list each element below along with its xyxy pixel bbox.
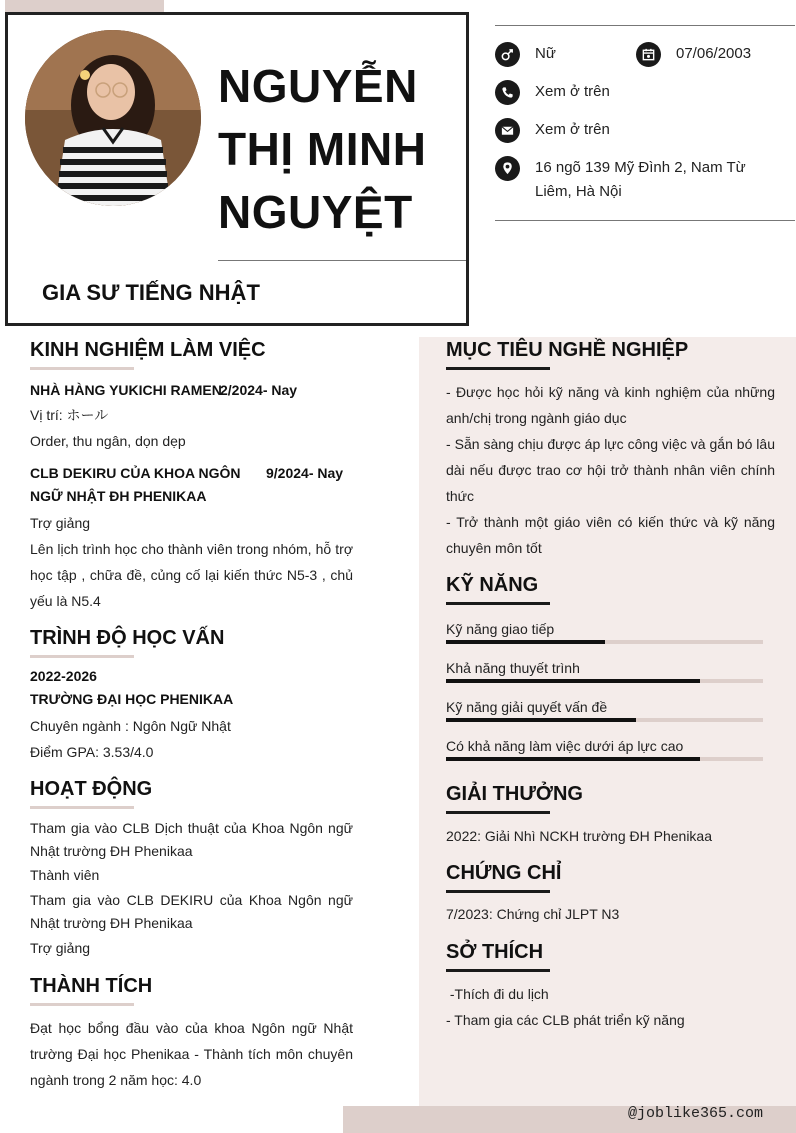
skill-bar-fill: [446, 640, 605, 644]
hobby-item-1: -Thích đi du lịch: [446, 986, 549, 1002]
achievements-text: Đạt học bổng đầu vào của khoa Ngôn ngữ Nhật trường Đại học Phenikaa - Thành tích môn chuyên ngành trong 2 năm học: 4.0: [30, 1020, 353, 1088]
gender-icon: [495, 42, 520, 67]
activities-title: HOẠT ĐỘNG: [30, 778, 153, 800]
objective-underline: [446, 367, 550, 370]
education-school: TRƯỜNG ĐẠI HỌC PHENIKAA: [30, 691, 234, 707]
education-period: 2022-2026: [30, 668, 97, 684]
awards-text: 2022: Giải Nhì NCKH trường ĐH Phenikaa: [446, 828, 712, 844]
job-title: GIA SƯ TIẾNG NHẬT: [42, 280, 260, 305]
name-line-3: NGUYỆT: [218, 186, 413, 238]
skills-title: KỸ NĂNG: [446, 574, 539, 596]
skill-label: Kỹ năng giao tiếp: [446, 621, 555, 637]
hobbies-title: SỞ THÍCH: [446, 941, 544, 963]
job-1-company: NHÀ HÀNG YUKICHI RAMEN: [30, 382, 222, 398]
location-pin-icon: [495, 156, 520, 181]
info-birthdate: [636, 42, 751, 67]
activity-2-text: Tham gia vào CLB DEKIRU của Khoa Ngôn ngữ Nhật trường ĐH Phenikaa: [30, 892, 353, 931]
skill-bar-fill: [446, 718, 636, 722]
achievements-underline: [30, 1003, 134, 1006]
phone-value: Xem ở trên: [535, 83, 610, 100]
skill-label: Kỹ năng giải quyết vấn đề: [446, 699, 608, 715]
hobby-item-2: - Tham gia các CLB phát triển kỹ năng: [446, 1012, 685, 1028]
name-line-1: NGUYỄN: [218, 60, 418, 112]
info-address: [495, 156, 765, 204]
achievements-title: THÀNH TÍCH: [30, 975, 153, 997]
info-gender: [495, 42, 556, 67]
info-divider-top: [495, 25, 795, 26]
name-line-2: THỊ MINH: [218, 123, 427, 175]
calendar-icon: [636, 42, 661, 67]
objective-item-1: - Được học hỏi kỹ năng và kinh nghiệm của những anh/chị trong ngành giáo dục: [446, 384, 775, 426]
awards-underline: [446, 811, 550, 814]
mail-icon: [495, 118, 520, 143]
avatar-photo: [25, 30, 201, 206]
info-divider-bottom: [495, 220, 795, 221]
skill-bar-track: [446, 757, 763, 761]
info-phone: [495, 80, 610, 105]
education-gpa: Điểm GPA: 3.53/4.0: [30, 744, 154, 760]
activity-2-role: Trợ giảng: [30, 940, 91, 956]
education-major: Chuyên ngành : Ngôn Ngữ Nhật: [30, 718, 231, 734]
gender-value: Nữ: [535, 45, 556, 62]
info-email: [495, 118, 610, 143]
skill-label: Có khả năng làm việc dưới áp lực cao: [446, 738, 684, 754]
education-underline: [30, 655, 134, 658]
job-1-position: Vị trí: ホール: [30, 407, 109, 423]
job-2-period: 9/2024- Nay: [266, 465, 344, 481]
skill-bar-fill: [446, 679, 700, 683]
certificates-title: CHỨNG CHỈ: [446, 862, 562, 884]
objective-item-2: - Sẵn sàng chịu được áp lực công việc và gắn bó lâu dài nếu được trao cơ hội trở thành nhân viên chính thức: [446, 436, 775, 504]
job-2-description: Lên lịch trình học cho thành viên trong nhóm, hỗ trợ học tập , chữa đề, củng cố lại kiến thức N5-3 , chủ yếu là N5.4: [30, 541, 353, 609]
education-title: TRÌNH ĐỘ HỌC VẤN: [30, 627, 225, 649]
skill-bar-track: [446, 718, 763, 722]
job-1-period: 2/2024- Nay: [220, 382, 298, 398]
address-value: 16 ngõ 139 Mỹ Đình 2, Nam Từ Liêm, Hà Nội: [535, 159, 746, 200]
objective-title: MỤC TIÊU NGHỀ NGHIỆP: [446, 339, 689, 361]
activity-1-role: Thành viên: [30, 867, 100, 883]
birthdate-value: 07/06/2003: [676, 45, 752, 62]
job-1-description: Order, thu ngân, dọn dẹp: [30, 433, 186, 449]
name-divider: [218, 260, 466, 261]
certificates-underline: [446, 890, 550, 893]
footer-brand: @joblike365.com: [628, 1105, 764, 1122]
hobbies-underline: [446, 969, 550, 972]
email-value: Xem ở trên: [535, 121, 610, 138]
skill-bar-track: [446, 640, 763, 644]
skill-bar-fill: [446, 757, 700, 761]
skill-bar-track: [446, 679, 763, 683]
awards-title: GIẢI THƯỞNG: [446, 783, 583, 805]
experience-title: KINH NGHIỆM LÀM VIỆC: [30, 339, 266, 361]
job-2-company: CLB DEKIRU CỦA KHOA NGÔN NGỮ NHẬT ĐH PHENIKAA: [30, 465, 241, 504]
avatar: [25, 30, 201, 206]
activity-1-text: Tham gia vào CLB Dịch thuật của Khoa Ngôn ngữ Nhật trường ĐH Phenikaa: [30, 820, 353, 859]
certificates-text: 7/2023: Chứng chỉ JLPT N3: [446, 906, 620, 922]
activities-underline: [30, 806, 134, 809]
skill-label: Khả năng thuyết trình: [446, 660, 580, 676]
job-2-position: Trợ giảng: [30, 515, 91, 531]
objective-item-3: - Trở thành một giáo viên có kiến thức và kỹ năng chuyên môn tốt: [446, 514, 775, 556]
skills-underline: [446, 602, 550, 605]
candidate-name: [218, 55, 458, 244]
experience-underline: [30, 367, 134, 370]
phone-icon: [495, 80, 520, 105]
